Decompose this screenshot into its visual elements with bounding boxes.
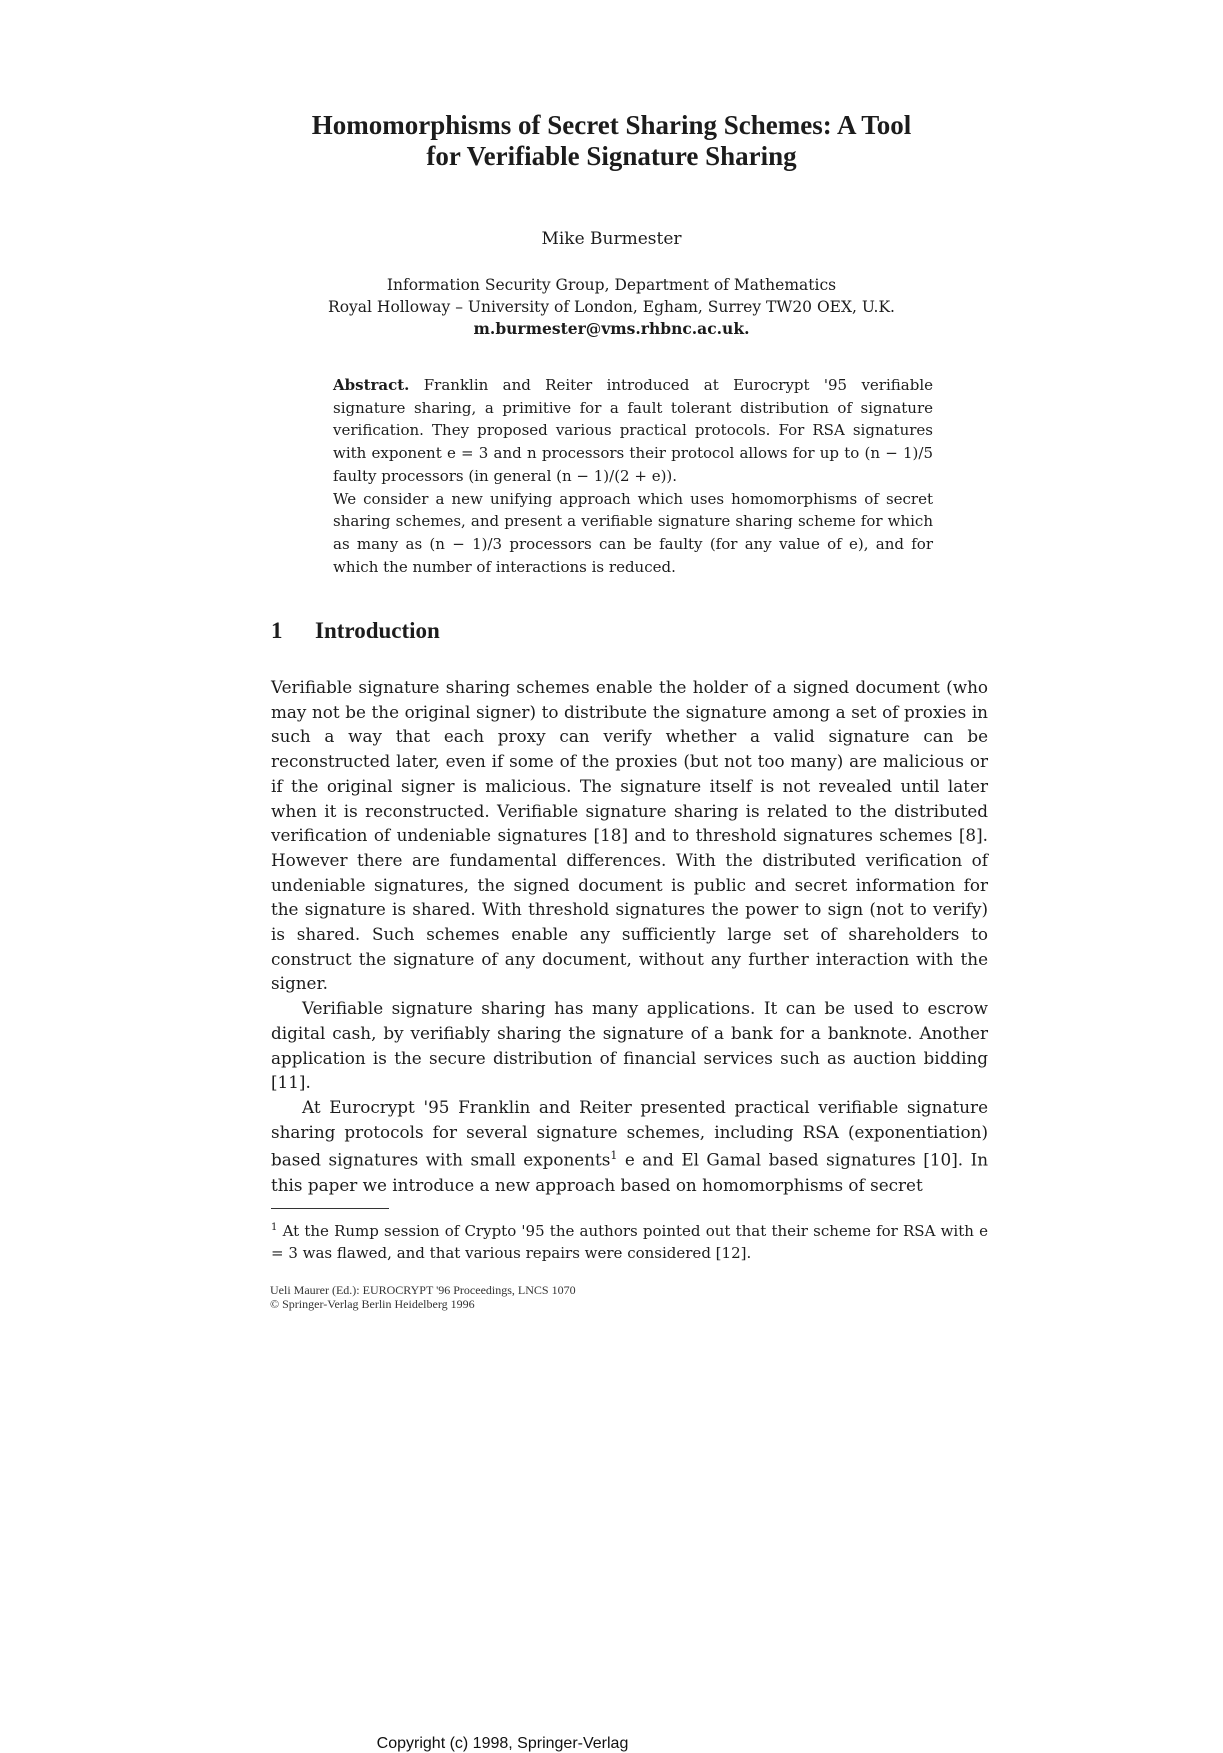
intro-paragraph-3-part-1: At Eurocrypt '95 Franklin and Reiter presented practical verifiable signature sharing protocols for several signature schemes, including RSA (exponentiation) based signatures with small exponents xyxy=(271,1096,988,1170)
title-line-1: Homomorphisms of Secret Sharing Schemes: A Tool xyxy=(311,110,912,140)
publication-line-1: Ueli Maurer (Ed.): EUROCRYPT '96 Proceedings, LNCS 1070 xyxy=(270,1283,576,1297)
affiliation-line-1: Information Security Group, Department of Mathematics xyxy=(386,276,837,294)
publication-info xyxy=(270,1283,576,1311)
title-line-2: for Verifiable Signature Sharing xyxy=(426,141,797,171)
copyright-notice: Copyright (c) 1998, Springer-Verlag xyxy=(376,1735,629,1752)
footnote-divider xyxy=(271,1208,389,1209)
affiliation-line-2: Royal Holloway – University of London, Egham, Surrey TW20 OEX, U.K. xyxy=(328,298,895,316)
abstract-paragraph-2: We consider a new unifying approach which uses homomorphisms of secret sharing schemes, and present a verifiable signature sharing scheme for which as many as (n − 1)/3 processors can be faulty (for any value of e), and for which the number of interactions is reduced. xyxy=(333,489,933,576)
section-body xyxy=(271,675,988,1197)
paper-title xyxy=(0,110,1223,172)
intro-paragraph-1: Verifiable signature sharing schemes enable the holder of a signed document (who may not be the original signer) to distribute the signature among a set of proxies in such a way that each proxy can verify whether a valid signature can be reconstructed later, even if some of the proxies (but not too many) are malicious or if the original signer is malicious. The signature itself is not revealed until later when it is reconstructed. Verifiable signature sharing is related to the distributed verification of undeniable signatures [18] and to threshold signatures schemes [8]. However there are fundamental differences. With the distributed verification of undeniable signatures, the signed document is public and secret information for the signature is shared. With threshold signatures the power to sign (not to verify) is shared. Such schemes enable any sufficiently large set of shareholders to construct the signature of any document, without any further interaction with the signer. xyxy=(271,677,988,994)
author-name: Mike Burmester xyxy=(541,229,682,249)
footnote xyxy=(271,1217,988,1264)
intro-paragraph-3-part-2: e and El Gamal based signatures [10]. In this paper we introduce a new approach based on homomorphisms of secret xyxy=(271,1149,989,1195)
abstract-paragraph-1: Franklin and Reiter introduced at Eurocrypt '95 verifiable signature sharing, a primitive for a fault tolerant distribution of signature verification. They proposed various practical protocols. For RSA signatures with exponent e = 3 and n processors their protocol allows for up to (n − 1)/5 faulty processors (in general (n − 1)/(2 + e)). xyxy=(333,376,933,485)
abstract-label: Abstract. xyxy=(333,376,410,394)
footnote-reference: 1 xyxy=(610,1149,618,1163)
author-email: m.burmester@vms.rhbnc.ac.uk. xyxy=(473,319,750,338)
intro-paragraph-3 xyxy=(271,1095,988,1197)
footnote-mark: 1 xyxy=(271,1222,278,1233)
abstract xyxy=(333,374,933,578)
publication-line-2: © Springer-Verlag Berlin Heidelberg 1996 xyxy=(270,1297,475,1311)
section-number: 1 xyxy=(271,618,283,643)
intro-paragraph-2: Verifiable signature sharing has many applications. It can be used to escrow digital cash, by verifiably sharing the signature of a bank for a banknote. Another application is the secure distribution of financial services such as auction bidding [11]. xyxy=(271,998,988,1093)
section-heading xyxy=(271,618,440,644)
section-title: Introduction xyxy=(315,618,440,643)
footnote-text: At the Rump session of Crypto '95 the authors pointed out that their scheme for RSA with e = 3 was flawed, and that various repairs were considered [12]. xyxy=(271,1222,988,1262)
affiliation xyxy=(0,274,1223,340)
